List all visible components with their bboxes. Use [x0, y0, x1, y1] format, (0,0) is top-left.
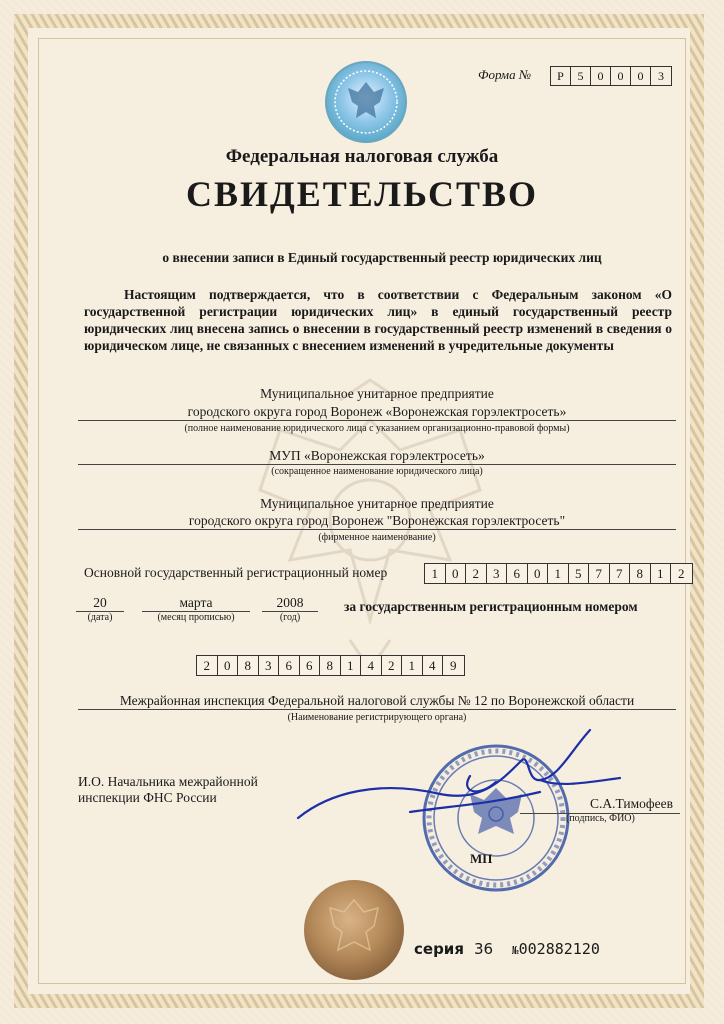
ogrn-digit: 5: [569, 564, 590, 583]
ogrn-digit: 1: [548, 564, 569, 583]
form-code-cell: 3: [658, 68, 664, 83]
ogrn-digit: 1: [651, 564, 672, 583]
form-code-cell: 0: [591, 67, 611, 85]
signer-position: [78, 774, 258, 806]
signer-name: С.А.Тимофеев: [590, 796, 674, 811]
confirmation-paragraph: Настоящим подтверждается, что в соответствии с Федеральным законом «О государственной регистрации юридических лиц» в единый государственный реестр юридических лиц внесена запись о внесении в государственный реестр изменений в сведения о юридическом лице, не связанных с внесением изменений в учредительные документы: [84, 287, 672, 353]
ogrn-digit: 0: [528, 564, 549, 583]
date-year-caption: (год): [279, 612, 301, 623]
regnum-digit: 8: [238, 656, 259, 675]
date-day: 20: [76, 595, 124, 612]
ogrn-digit: 3: [487, 564, 508, 583]
signer-position-line2: инспекции ФНС России: [78, 790, 217, 805]
gold-seal-icon: [302, 878, 406, 982]
regnum-cells: [196, 655, 465, 676]
regnum-digit: 9: [450, 657, 457, 673]
brand-name-line2: городского округа город Воронеж "Воронежская горэлектросеть": [78, 513, 676, 530]
form-number-label: Форма №: [478, 67, 532, 82]
form-code-cell: Р: [551, 67, 571, 85]
ogrn-digit: 2: [466, 564, 487, 583]
regnum-digit: 3: [259, 656, 280, 675]
series-label: серия: [414, 940, 464, 958]
brand-name-caption: (фирменное наименование): [318, 532, 436, 543]
date-month: марта: [142, 595, 250, 612]
series-value: 36: [474, 940, 494, 958]
date-month-caption: (месяц прописью): [157, 612, 235, 623]
full-name-line2: городского округа город Воронеж «Воронежская горэлектросеть»: [78, 404, 676, 421]
form-code-cell: 0: [611, 67, 631, 85]
date-year: 2008: [262, 595, 318, 612]
ogrn-digit: 6: [507, 564, 528, 583]
ogrn-digit: 7: [589, 564, 610, 583]
document-subtitle: о внесении записи в Единый государственный реестр юридических лиц: [162, 250, 602, 265]
regnum-digit: 4: [423, 656, 444, 675]
regnum-digit: 1: [402, 656, 423, 675]
hologram-emblem-icon: [324, 60, 408, 144]
regnum-digit: 1: [341, 656, 362, 675]
signer-caption: (подпись, ФИО): [566, 813, 635, 824]
ogrn-label: Основной государственный регистрационный номер: [84, 565, 388, 580]
stamp-mark: МП: [470, 851, 493, 866]
full-name-caption: (полное наименование юридического лица с указанием организационно-правовой формы): [184, 423, 570, 434]
regnum-digit: 2: [197, 656, 218, 675]
agency-name: Федеральная налоговая служба: [225, 146, 499, 167]
full-name-line1: Муниципальное унитарное предприятие: [260, 386, 494, 401]
ogrn-digit: 0: [446, 564, 467, 583]
number-value: 002882120: [518, 940, 600, 958]
regnum-digit: 6: [300, 656, 321, 675]
blank-number: [512, 940, 600, 958]
ogrn-digit: 8: [630, 564, 651, 583]
brand-name-line1: Муниципальное унитарное предприятие: [260, 496, 494, 511]
short-name: МУП «Воронежская горэлектросеть»: [78, 448, 676, 465]
date-day-caption: (дата): [87, 612, 113, 623]
regnum-digit: 6: [279, 656, 300, 675]
ogrn-digit: 2: [678, 565, 685, 581]
ogrn-digit: 1: [425, 564, 446, 583]
form-code-cell: 5: [571, 67, 591, 85]
short-name-caption: (сокращенное наименование юридического лица): [271, 466, 483, 477]
ogrn-cells: [424, 563, 693, 584]
authority-caption: (Наименование регистрирующего органа): [287, 712, 467, 723]
number-sign: №: [512, 944, 519, 957]
regnum-digit: 0: [218, 656, 239, 675]
regnum-digit: 2: [382, 656, 403, 675]
document-title: СВИДЕТЕЛЬСТВО: [185, 174, 539, 214]
regnum-digit: 4: [361, 656, 382, 675]
regnum-label: за государственным регистрационным номером: [344, 599, 638, 614]
regnum-digit: 8: [320, 656, 341, 675]
ogrn-digit: 7: [610, 564, 631, 583]
signer-position-line1: И.О. Начальника межрайонной: [78, 774, 258, 789]
form-code-cell: 0: [631, 67, 651, 85]
authority-name: Межрайонная инспекция Федеральной налоговой службы № 12 по Воронежской области: [78, 693, 676, 710]
form-number-cells: [550, 66, 672, 86]
